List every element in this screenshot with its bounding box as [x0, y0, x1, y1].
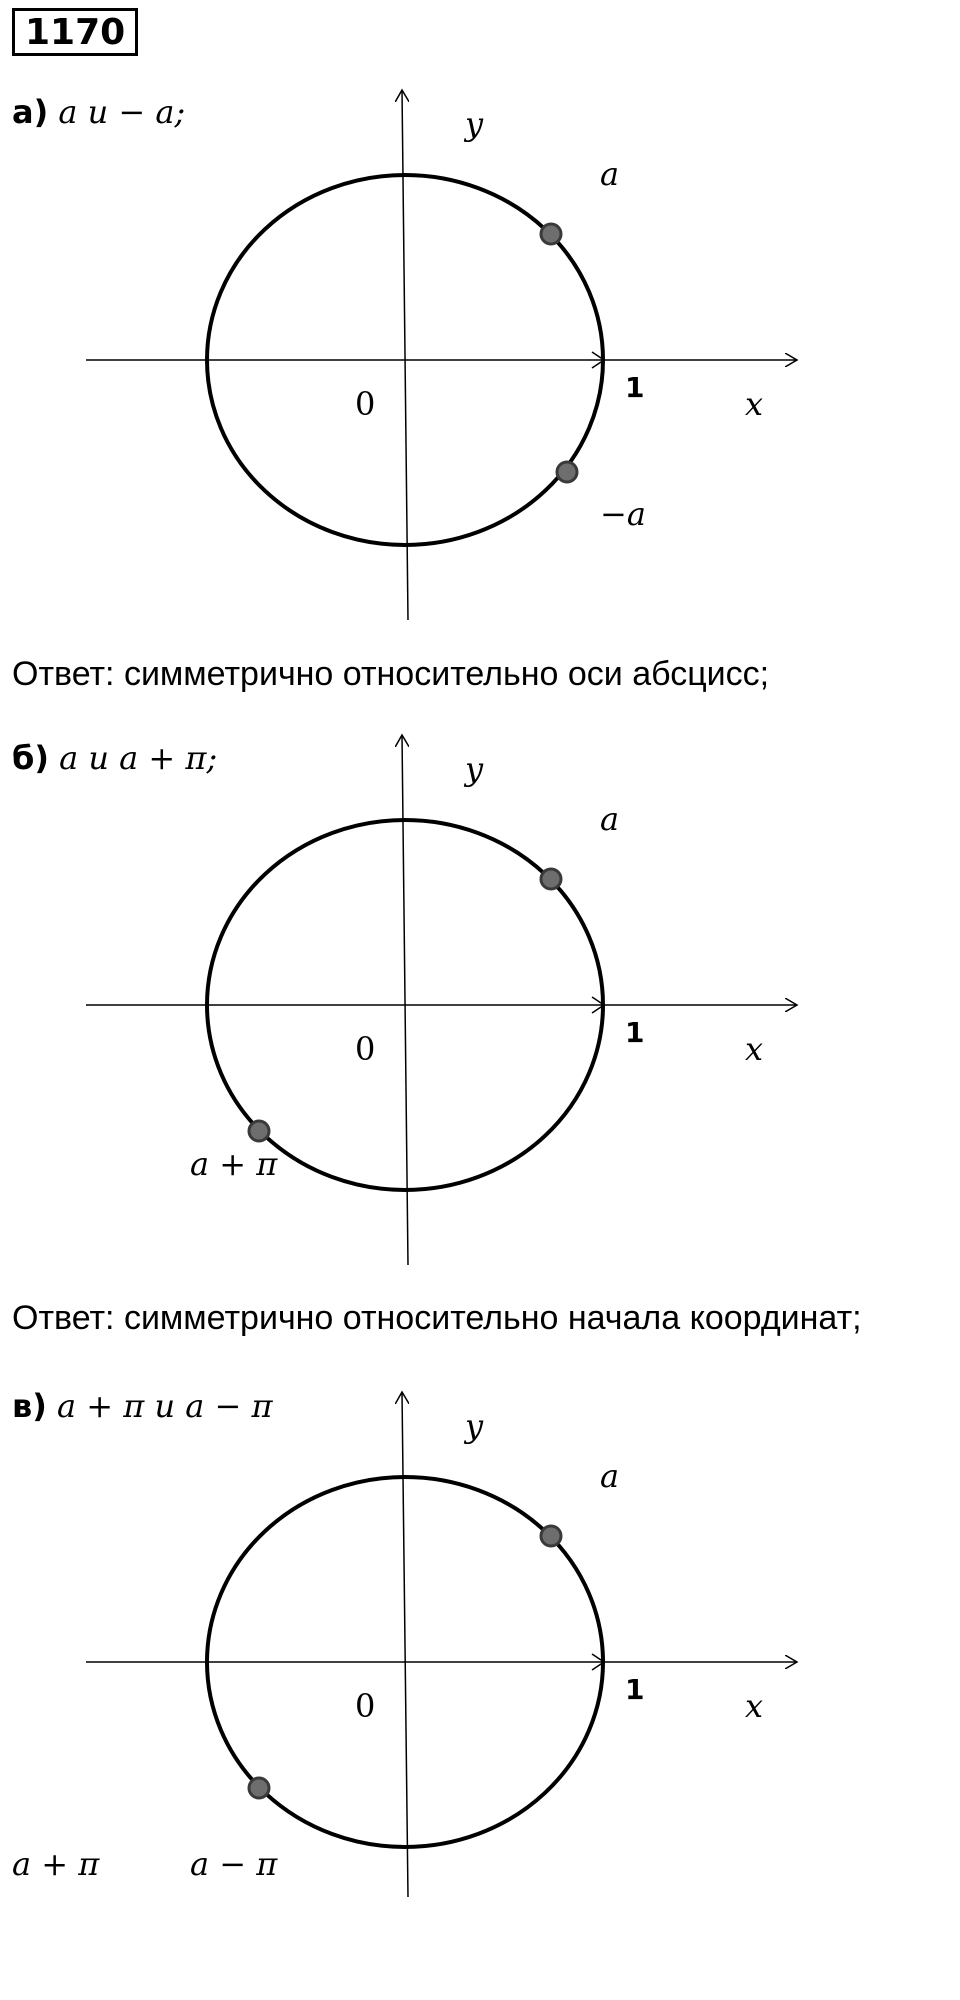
unit-circle-figure-a — [0, 75, 960, 635]
point-a-minus-pi-label: a − π — [190, 1845, 278, 1883]
part-a-letter: а) — [12, 93, 49, 131]
y-axis — [402, 735, 408, 1265]
origin-label: 0 — [355, 1687, 376, 1725]
unit-circle-diagram-c — [0, 1377, 960, 1937]
point-a-plus-pi-label: a + π — [190, 1145, 278, 1183]
part-b-expression: a и a + π; — [59, 739, 218, 777]
origin-label: 0 — [355, 385, 376, 423]
point-a-label: a — [600, 1457, 620, 1495]
point-a-label: a — [600, 155, 620, 193]
point-a-plus-pi — [249, 1778, 269, 1798]
part-a-expression: a и − a; — [58, 93, 186, 131]
point-a-plus-pi — [249, 1121, 269, 1141]
part-c-expression: a + π и a − π — [57, 1387, 273, 1425]
y-axis-label: y — [465, 105, 484, 143]
y-axis-label: y — [465, 1407, 484, 1445]
unit-circle-diagram-b — [0, 720, 960, 1280]
point-a — [541, 224, 561, 244]
x-axis-label: x — [745, 385, 764, 423]
unit-label: 1 — [625, 1016, 645, 1049]
point-a — [541, 1526, 561, 1546]
point-minus-a-label: −a — [600, 495, 646, 533]
x-axis-label: x — [745, 1687, 764, 1725]
part-b-letter: б) — [12, 739, 49, 777]
point-a-label: a — [600, 800, 620, 838]
unit-circle-diagram-a — [0, 75, 960, 635]
problem-number: 1170 — [12, 8, 138, 56]
unit-label: 1 — [625, 1673, 645, 1706]
y-axis — [402, 1392, 408, 1897]
point-a-plus-pi-label: a + π — [12, 1845, 100, 1883]
y-axis-label: y — [465, 750, 484, 788]
answer-a: Ответ: симметрично относительно оси абсцисс; — [12, 655, 770, 693]
unit-circle-figure-b — [0, 720, 960, 1280]
point-a — [541, 869, 561, 889]
answer-b: Ответ: симметрично относительно начала координат; — [12, 1299, 862, 1337]
origin-label: 0 — [355, 1030, 376, 1068]
point-minus-a — [557, 462, 577, 482]
unit-label: 1 — [625, 371, 645, 404]
y-axis — [402, 90, 408, 620]
unit-circle-figure-c — [0, 1377, 960, 1937]
part-c-letter: в) — [12, 1387, 47, 1425]
x-axis-label: x — [745, 1030, 764, 1068]
